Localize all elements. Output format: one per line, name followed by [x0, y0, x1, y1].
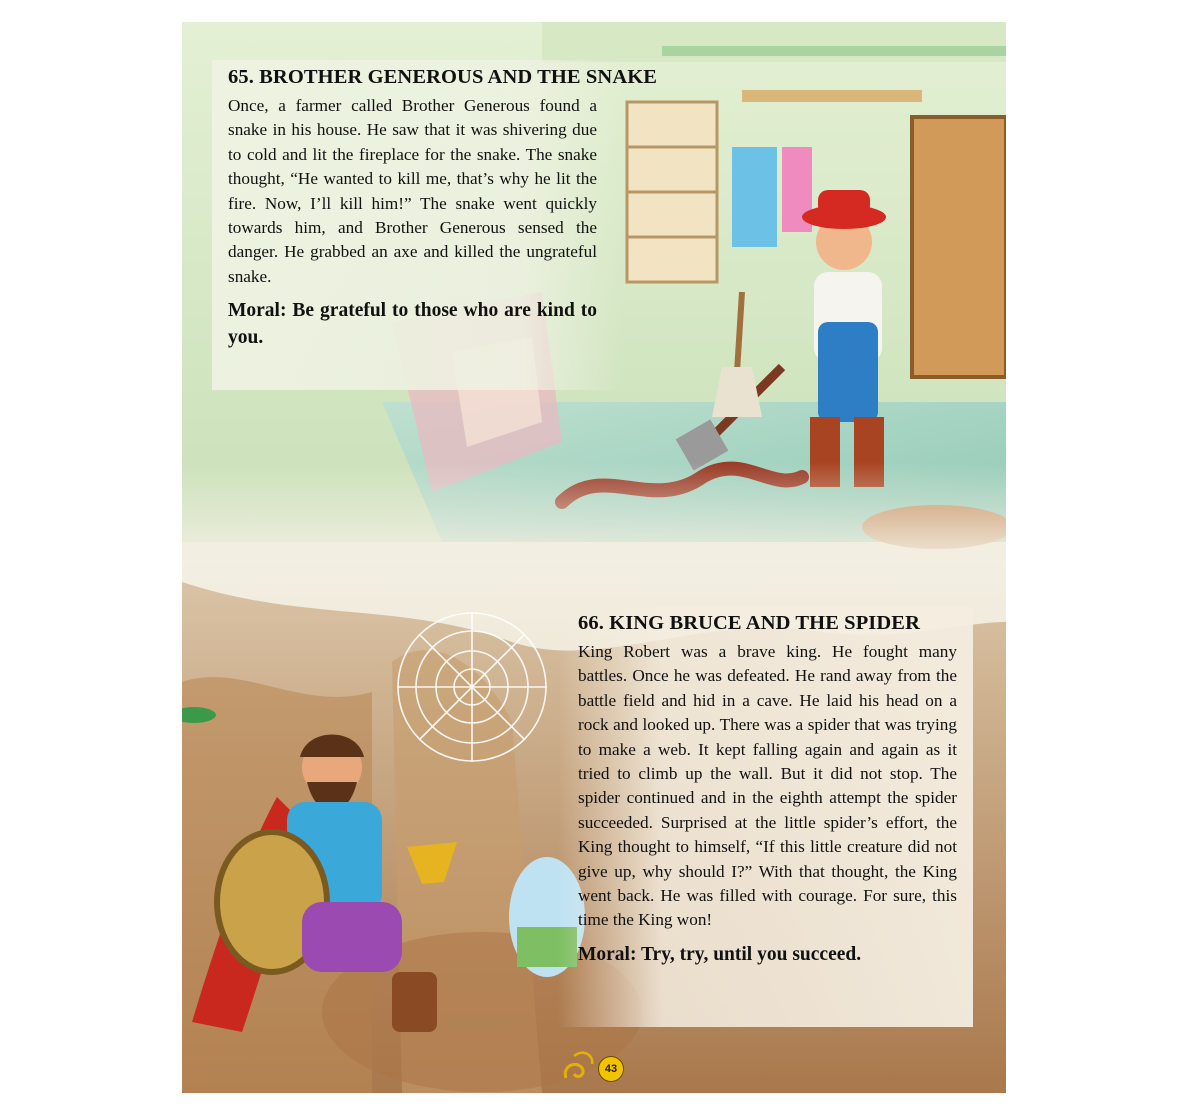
book-page	[182, 22, 1006, 1093]
story-title: 65. BROTHER GENEROUS AND THE SNAKE	[228, 66, 658, 88]
page-number: 43	[598, 1056, 624, 1082]
story-moral: Moral: Be grateful to those who are kind to you.	[228, 300, 597, 349]
story-title: 66. KING BRUCE AND THE SPIDER	[578, 612, 920, 634]
story-66	[578, 610, 957, 968]
story-65	[228, 64, 658, 351]
story-body: King Robert was a brave king. He fought many battles. Once he was defeated. He rand away from the battle field and hid in a cave. He laid his head on a rock and looked up. There was a spider that was trying to make a web. It kept falling again and again as it tried to climb up the wall. But it did not stop. The spider continued and in the eighth attempt the spider succeeded. Surprised at the little spider’s effort, the King thought to himself, “If this little creature did not give up, why should I?” With that thought, the King went back. He was filled with courage. For sure, this time the King won!	[578, 642, 957, 930]
story-body: Once, a farmer called Brother Generous found a snake in his house. He saw that it was shivering due to cold and lit the fireplace for the snake. The snake thought, “He wanted to kill me, that’s why he lit the fire. Now, I’ll kill him!” The snake went quickly towards him, and Brother Generous sensed the danger. He grabbed an axe and killed the ungrateful snake.	[228, 96, 597, 286]
story-moral: Moral: Try, try, until you succeed.	[578, 943, 862, 965]
